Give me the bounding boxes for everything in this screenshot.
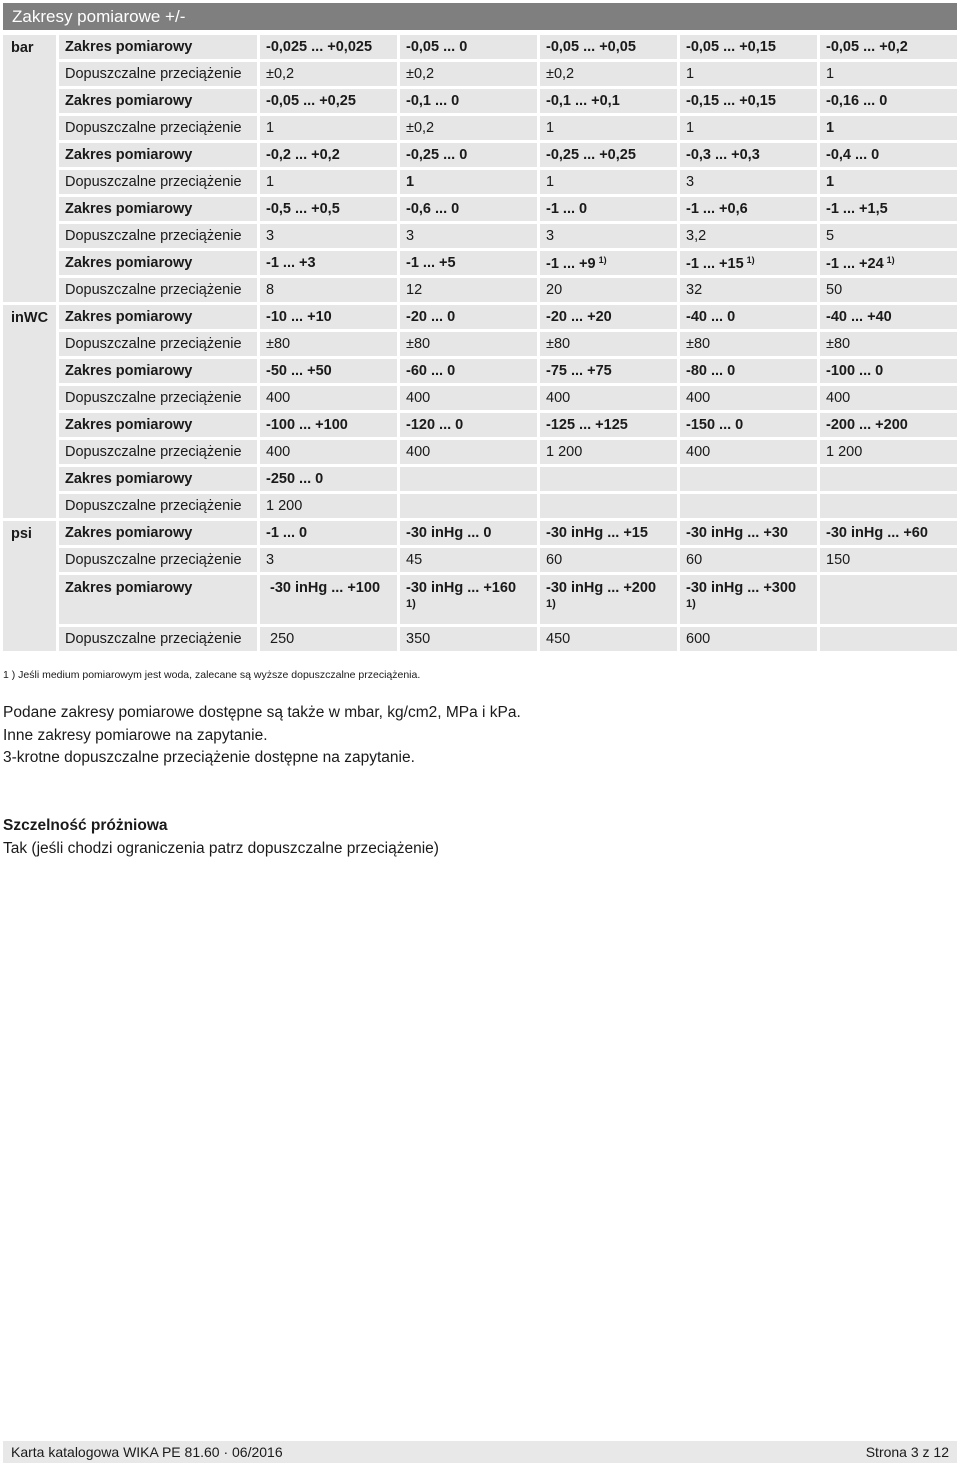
range-cell: -0,6 ... 0 bbox=[397, 197, 537, 221]
row-label-overload: Dopuszczalne przeciążenie bbox=[56, 332, 257, 356]
row-label-overload: Dopuszczalne przeciążenie bbox=[56, 548, 257, 572]
table-row bbox=[3, 627, 957, 651]
range-value: -30 inHg ... +160 bbox=[406, 580, 517, 596]
table-row bbox=[3, 359, 957, 383]
row-label-range: Zakres pomiarowy bbox=[56, 251, 257, 275]
overload-cell: 1 200 bbox=[257, 494, 397, 518]
range-cell: -100 ... 0 bbox=[817, 359, 957, 383]
overload-cell: 1 bbox=[257, 170, 397, 194]
overload-cell: 1 bbox=[817, 116, 957, 140]
range-cell: -30 inHg ... +60 bbox=[817, 521, 957, 545]
overload-cell: 8 bbox=[257, 278, 397, 302]
range-cell: -30 inHg ... +15 bbox=[537, 521, 677, 545]
range-cell: -150 ... 0 bbox=[677, 413, 817, 437]
range-cell: -1 ... +1,5 bbox=[817, 197, 957, 221]
vacuum-tightness-heading: Szczelność próżniowa bbox=[3, 817, 168, 834]
unit-label-psi: psi bbox=[3, 521, 56, 651]
overload-cell: ±80 bbox=[817, 332, 957, 356]
row-label-overload: Dopuszczalne przeciążenie bbox=[56, 170, 257, 194]
notes-block bbox=[3, 702, 521, 770]
overload-cell: 3 bbox=[677, 170, 817, 194]
table-row bbox=[3, 35, 957, 59]
overload-cell: 400 bbox=[677, 440, 817, 464]
overload-cell: 150 bbox=[817, 548, 957, 572]
range-cell-noted bbox=[537, 251, 677, 275]
range-value: -1 ... +15 bbox=[686, 255, 744, 272]
overload-cell: 400 bbox=[257, 440, 397, 464]
table-row bbox=[3, 494, 957, 518]
empty-cell bbox=[817, 467, 957, 491]
vacuum-tightness-text: Tak (jeśli chodzi ograniczenia patrz dopuszczalne przeciążenie) bbox=[3, 840, 439, 857]
overload-cell: ±80 bbox=[257, 332, 397, 356]
row-label-range: Zakres pomiarowy bbox=[56, 197, 257, 221]
overload-cell: ±0,2 bbox=[537, 62, 677, 86]
empty-cell bbox=[817, 494, 957, 518]
overload-cell: 250 bbox=[257, 627, 397, 651]
row-label-range: Zakres pomiarowy bbox=[56, 143, 257, 167]
overload-cell: ±80 bbox=[537, 332, 677, 356]
range-cell: -0,4 ... 0 bbox=[817, 143, 957, 167]
empty-cell bbox=[817, 575, 957, 624]
range-cell: -40 ... +40 bbox=[817, 305, 957, 329]
note-line: Inne zakresy pomiarowe na zapytanie. bbox=[3, 726, 268, 744]
range-cell: -0,05 ... +0,05 bbox=[537, 35, 677, 59]
range-cell: -10 ... +10 bbox=[257, 305, 397, 329]
row-label-overload: Dopuszczalne przeciążenie bbox=[56, 62, 257, 86]
range-cell: -0,05 ... 0 bbox=[397, 35, 537, 59]
range-cell: -80 ... 0 bbox=[677, 359, 817, 383]
row-label-range: Zakres pomiarowy bbox=[56, 575, 257, 624]
table-row bbox=[3, 386, 957, 410]
overload-cell: 3 bbox=[537, 224, 677, 248]
table-row bbox=[3, 467, 957, 491]
row-label-range: Zakres pomiarowy bbox=[56, 305, 257, 329]
range-cell-noted bbox=[677, 251, 817, 275]
range-cell-noted bbox=[817, 251, 957, 275]
overload-cell: 1 bbox=[817, 170, 957, 194]
table-row bbox=[3, 170, 957, 194]
overload-cell: ±0,2 bbox=[397, 62, 537, 86]
range-value: -1 ... +9 bbox=[546, 255, 596, 272]
footnote-marker: 1) bbox=[886, 254, 895, 265]
row-label-range: Zakres pomiarowy bbox=[56, 467, 257, 491]
overload-cell: 1 bbox=[817, 62, 957, 86]
row-label-overload: Dopuszczalne przeciążenie bbox=[56, 386, 257, 410]
overload-cell: 400 bbox=[397, 440, 537, 464]
row-label-overload: Dopuszczalne przeciążenie bbox=[56, 494, 257, 518]
empty-cell bbox=[537, 494, 677, 518]
range-cell: -20 ... +20 bbox=[537, 305, 677, 329]
range-cell: -0,1 ... 0 bbox=[397, 89, 537, 113]
overload-cell: 3,2 bbox=[677, 224, 817, 248]
range-cell: -1 ... +3 bbox=[257, 251, 397, 275]
overload-cell: 60 bbox=[537, 548, 677, 572]
row-label-overload: Dopuszczalne przeciążenie bbox=[56, 116, 257, 140]
range-cell-noted bbox=[677, 575, 817, 624]
empty-cell bbox=[677, 467, 817, 491]
overload-cell: 3 bbox=[257, 224, 397, 248]
range-cell: -75 ... +75 bbox=[537, 359, 677, 383]
range-cell: -1 ... 0 bbox=[537, 197, 677, 221]
empty-cell bbox=[397, 467, 537, 491]
range-cell-noted bbox=[537, 575, 677, 624]
range-cell: -1 ... 0 bbox=[257, 521, 397, 545]
range-cell: -50 ... +50 bbox=[257, 359, 397, 383]
footnote-marker: 1) bbox=[406, 598, 416, 610]
overload-cell: 1 bbox=[677, 116, 817, 140]
page-footer bbox=[3, 1441, 957, 1463]
overload-cell: ±80 bbox=[677, 332, 817, 356]
overload-cell: 400 bbox=[257, 386, 397, 410]
row-label-overload: Dopuszczalne przeciążenie bbox=[56, 278, 257, 302]
range-cell: -0,25 ... +0,25 bbox=[537, 143, 677, 167]
overload-cell: 3 bbox=[257, 548, 397, 572]
table-row bbox=[3, 143, 957, 167]
range-value: -1 ... +24 bbox=[826, 255, 884, 272]
range-cell: -20 ... 0 bbox=[397, 305, 537, 329]
range-cell: -30 inHg ... 0 bbox=[397, 521, 537, 545]
range-value: -30 inHg ... +300 bbox=[686, 580, 797, 596]
range-cell: -0,025 ... +0,025 bbox=[257, 35, 397, 59]
table-title: Zakresy pomiarowe +/- bbox=[3, 3, 957, 30]
table-row bbox=[3, 197, 957, 221]
overload-cell: 450 bbox=[537, 627, 677, 651]
range-value: -30 inHg ... +200 bbox=[546, 580, 657, 596]
overload-cell: 50 bbox=[817, 278, 957, 302]
overload-cell: 400 bbox=[677, 386, 817, 410]
empty-cell bbox=[817, 627, 957, 651]
table-row bbox=[3, 116, 957, 140]
table-row bbox=[3, 575, 957, 624]
overload-cell: 600 bbox=[677, 627, 817, 651]
unit-label-bar: bar bbox=[3, 35, 56, 302]
range-cell: -250 ... 0 bbox=[257, 467, 397, 491]
overload-cell: 20 bbox=[537, 278, 677, 302]
overload-cell: 1 bbox=[537, 170, 677, 194]
footnote-marker: 1) bbox=[598, 254, 607, 265]
overload-cell: 400 bbox=[397, 386, 537, 410]
table-row bbox=[3, 251, 957, 275]
footer-page-number: Strona 3 z 12 bbox=[865, 1444, 949, 1460]
overload-cell: 400 bbox=[537, 386, 677, 410]
range-cell: -100 ... +100 bbox=[257, 413, 397, 437]
overload-cell: 1 bbox=[397, 170, 537, 194]
overload-cell: 1 200 bbox=[537, 440, 677, 464]
measuring-ranges-table bbox=[3, 32, 957, 654]
overload-cell: 1 bbox=[677, 62, 817, 86]
range-cell: -0,25 ... 0 bbox=[397, 143, 537, 167]
overload-cell: 1 bbox=[257, 116, 397, 140]
overload-cell: ±80 bbox=[397, 332, 537, 356]
footnote-marker: 1) bbox=[686, 598, 696, 610]
table-row bbox=[3, 413, 957, 437]
row-label-overload: Dopuszczalne przeciążenie bbox=[56, 440, 257, 464]
range-cell: -200 ... +200 bbox=[817, 413, 957, 437]
range-cell: -40 ... 0 bbox=[677, 305, 817, 329]
empty-cell bbox=[677, 494, 817, 518]
note-line: Podane zakresy pomiarowe dostępne są także w mbar, kg/cm2, MPa i kPa. bbox=[3, 704, 521, 721]
unit-label-inwc: inWC bbox=[3, 305, 56, 518]
range-cell: -0,05 ... +0,25 bbox=[257, 89, 397, 113]
empty-cell bbox=[397, 494, 537, 518]
footer-document-id: Karta katalogowa WIKA PE 81.60 · 06/2016 bbox=[11, 1444, 283, 1460]
range-cell: -30 inHg ... +100 bbox=[257, 575, 397, 624]
row-label-range: Zakres pomiarowy bbox=[56, 89, 257, 113]
range-cell: -125 ... +125 bbox=[537, 413, 677, 437]
range-cell: -0,5 ... +0,5 bbox=[257, 197, 397, 221]
overload-cell: 350 bbox=[397, 627, 537, 651]
overload-cell: ±0,2 bbox=[397, 116, 537, 140]
note-line: 3-krotne dopuszczalne przeciążenie dostępne na zapytanie. bbox=[3, 749, 415, 766]
footnote-marker: 1) bbox=[546, 598, 556, 610]
table-row bbox=[3, 440, 957, 464]
overload-cell: 32 bbox=[677, 278, 817, 302]
table-row bbox=[3, 278, 957, 302]
range-cell: -0,05 ... +0,2 bbox=[817, 35, 957, 59]
overload-cell: 5 bbox=[817, 224, 957, 248]
range-cell-noted bbox=[397, 575, 537, 624]
range-cell: -0,3 ... +0,3 bbox=[677, 143, 817, 167]
table-row bbox=[3, 89, 957, 113]
overload-cell: 12 bbox=[397, 278, 537, 302]
range-cell: -0,1 ... +0,1 bbox=[537, 89, 677, 113]
overload-cell: 3 bbox=[397, 224, 537, 248]
range-cell: -120 ... 0 bbox=[397, 413, 537, 437]
range-cell: -0,05 ... +0,15 bbox=[677, 35, 817, 59]
row-label-overload: Dopuszczalne przeciążenie bbox=[56, 224, 257, 248]
range-cell: -0,15 ... +0,15 bbox=[677, 89, 817, 113]
row-label-range: Zakres pomiarowy bbox=[56, 359, 257, 383]
overload-cell: 45 bbox=[397, 548, 537, 572]
overload-cell: 1 bbox=[537, 116, 677, 140]
row-label-range: Zakres pomiarowy bbox=[56, 35, 257, 59]
table-row bbox=[3, 332, 957, 356]
footnote-marker: 1) bbox=[746, 254, 755, 265]
table-row bbox=[3, 548, 957, 572]
empty-cell bbox=[537, 467, 677, 491]
range-cell: -0,2 ... +0,2 bbox=[257, 143, 397, 167]
row-label-range: Zakres pomiarowy bbox=[56, 413, 257, 437]
overload-cell: 60 bbox=[677, 548, 817, 572]
row-label-range: Zakres pomiarowy bbox=[56, 521, 257, 545]
table-row bbox=[3, 305, 957, 329]
overload-cell: 400 bbox=[817, 386, 957, 410]
range-cell: -1 ... +0,6 bbox=[677, 197, 817, 221]
row-label-overload: Dopuszczalne przeciążenie bbox=[56, 627, 257, 651]
range-cell: -1 ... +5 bbox=[397, 251, 537, 275]
table-row bbox=[3, 521, 957, 545]
overload-cell: ±0,2 bbox=[257, 62, 397, 86]
range-cell: -0,16 ... 0 bbox=[817, 89, 957, 113]
range-cell: -30 inHg ... +30 bbox=[677, 521, 817, 545]
range-cell: -60 ... 0 bbox=[397, 359, 537, 383]
footnote: 1 ) Jeśli medium pomiarowym jest woda, zalecane są wyższe dopuszczalne przeciążenia. bbox=[3, 669, 421, 681]
table-row bbox=[3, 224, 957, 248]
overload-cell: 1 200 bbox=[817, 440, 957, 464]
table-row bbox=[3, 62, 957, 86]
